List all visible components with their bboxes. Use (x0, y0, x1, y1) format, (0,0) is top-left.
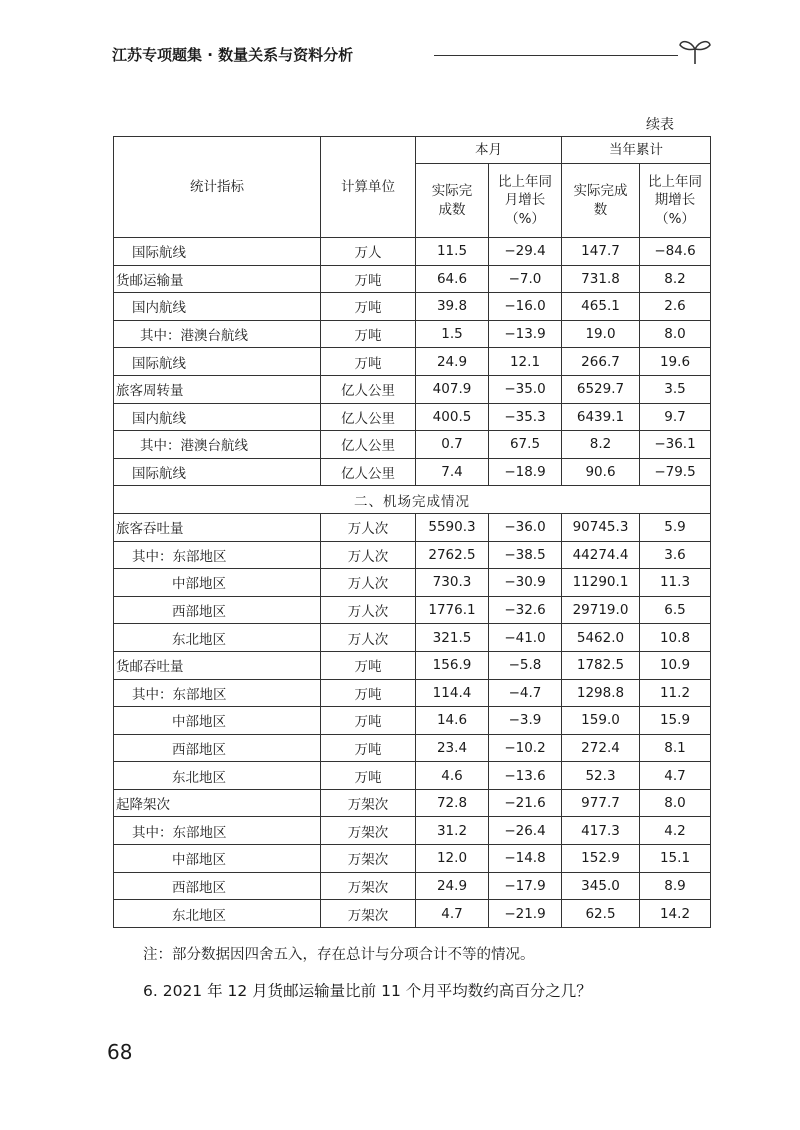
cell-indicator: 货邮运输量 (114, 265, 321, 293)
cell-actual-month: 7.4 (416, 458, 489, 486)
question-text: 6. 2021 年 12 月货邮运输量比前 11 个月平均数约高百分之几？ (143, 982, 592, 1000)
cell-actual-ytd: 52.3 (562, 762, 640, 790)
cell-indicator: 西部地区 (114, 872, 321, 900)
cell-unit: 万人次 (321, 596, 416, 624)
table-row (114, 817, 711, 845)
cell-actual-ytd: 19.0 (562, 320, 640, 348)
cell-growth-ytd: 3.5 (640, 375, 711, 403)
table-row (114, 458, 711, 486)
cell-growth-ytd: 15.1 (640, 845, 711, 873)
cell-unit: 万人次 (321, 624, 416, 652)
sprout-icon (678, 36, 712, 66)
cell-indicator: 西部地区 (114, 734, 321, 762)
cell-growth-ytd: 8.0 (640, 320, 711, 348)
cell-actual-ytd: 11290.1 (562, 569, 640, 597)
cell-indicator: 旅客周转量 (114, 375, 321, 403)
cell-actual-month: 4.7 (416, 900, 489, 928)
cell-actual-ytd: 1782.5 (562, 651, 640, 679)
cell-growth-month: −21.6 (489, 789, 562, 817)
table-row (114, 238, 711, 266)
cell-growth-month: 67.5 (489, 431, 562, 459)
cell-growth-ytd: −84.6 (640, 238, 711, 266)
header-this-month: 本月 (416, 137, 562, 164)
cell-growth-ytd: 4.2 (640, 817, 711, 845)
cell-growth-ytd: 15.9 (640, 707, 711, 735)
cell-indicator: 其中：港澳台航线 (114, 431, 321, 459)
table-row (114, 900, 711, 928)
cell-actual-ytd: 8.2 (562, 431, 640, 459)
cell-unit: 万人次 (321, 513, 416, 541)
table-row (114, 707, 711, 735)
cell-growth-month: −21.9 (489, 900, 562, 928)
cell-actual-month: 114.4 (416, 679, 489, 707)
cell-growth-ytd: 8.1 (640, 734, 711, 762)
cell-indicator: 中部地区 (114, 845, 321, 873)
statistics-table (113, 136, 711, 928)
table-row (114, 403, 711, 431)
cell-growth-month: −41.0 (489, 624, 562, 652)
cell-unit: 万吨 (321, 679, 416, 707)
cell-growth-ytd: 2.6 (640, 293, 711, 321)
cell-growth-month: −7.0 (489, 265, 562, 293)
cell-growth-ytd: 14.2 (640, 900, 711, 928)
cell-growth-ytd: 4.7 (640, 762, 711, 790)
cell-unit: 万架次 (321, 845, 416, 873)
cell-unit: 万架次 (321, 872, 416, 900)
cell-growth-month: −13.6 (489, 762, 562, 790)
table-row (114, 513, 711, 541)
table-row (114, 375, 711, 403)
cell-indicator: 东北地区 (114, 762, 321, 790)
table-row (114, 789, 711, 817)
cell-growth-month: −18.9 (489, 458, 562, 486)
cell-indicator: 起降架次 (114, 789, 321, 817)
cell-growth-ytd: −79.5 (640, 458, 711, 486)
cell-unit: 万吨 (321, 293, 416, 321)
cell-actual-ytd: 272.4 (562, 734, 640, 762)
cell-unit: 亿人公里 (321, 375, 416, 403)
table-row (114, 293, 711, 321)
cell-actual-ytd: 1298.8 (562, 679, 640, 707)
header-indicator: 统计指标 (114, 137, 321, 238)
table-row (114, 734, 711, 762)
table-row (114, 845, 711, 873)
cell-unit: 亿人公里 (321, 458, 416, 486)
running-header (112, 38, 712, 72)
cell-growth-month: −29.4 (489, 238, 562, 266)
cell-actual-month: 24.9 (416, 348, 489, 376)
table-row (114, 431, 711, 459)
table-row (114, 348, 711, 376)
cell-indicator: 国际航线 (114, 238, 321, 266)
table-row (114, 541, 711, 569)
cell-growth-month: 12.1 (489, 348, 562, 376)
cell-indicator: 其中：东部地区 (114, 679, 321, 707)
table-continued-caption: 续表 (646, 117, 674, 133)
cell-actual-month: 1776.1 (416, 596, 489, 624)
header-actual-month: 实际完成数 (416, 164, 489, 238)
table-row (114, 569, 711, 597)
cell-growth-month: −17.9 (489, 872, 562, 900)
cell-growth-ytd: 3.6 (640, 541, 711, 569)
header-growth-month: 比上年同月增长（%） (489, 164, 562, 238)
cell-growth-month: −35.3 (489, 403, 562, 431)
cell-unit: 万吨 (321, 651, 416, 679)
cell-unit: 亿人公里 (321, 403, 416, 431)
cell-actual-month: 11.5 (416, 238, 489, 266)
cell-growth-month: −38.5 (489, 541, 562, 569)
table-footnote: 注：部分数据因四舍五入，存在总计与分项合计不等的情况。 (143, 947, 535, 963)
cell-growth-month: −13.9 (489, 320, 562, 348)
cell-actual-ytd: 6529.7 (562, 375, 640, 403)
cell-actual-month: 5590.3 (416, 513, 489, 541)
cell-actual-ytd: 465.1 (562, 293, 640, 321)
table-row (114, 872, 711, 900)
cell-growth-ytd: 8.2 (640, 265, 711, 293)
cell-growth-ytd: 10.8 (640, 624, 711, 652)
cell-actual-ytd: 44274.4 (562, 541, 640, 569)
cell-indicator: 东北地区 (114, 900, 321, 928)
cell-growth-month: −5.8 (489, 651, 562, 679)
cell-unit: 万吨 (321, 762, 416, 790)
cell-growth-month: −4.7 (489, 679, 562, 707)
cell-growth-ytd: 8.9 (640, 872, 711, 900)
cell-growth-ytd: 8.0 (640, 789, 711, 817)
cell-actual-ytd: 62.5 (562, 900, 640, 928)
cell-unit: 万人次 (321, 569, 416, 597)
table-row (114, 596, 711, 624)
cell-growth-month: −14.8 (489, 845, 562, 873)
cell-growth-month: −32.6 (489, 596, 562, 624)
cell-actual-ytd: 29719.0 (562, 596, 640, 624)
cell-indicator: 国内航线 (114, 403, 321, 431)
cell-indicator: 东北地区 (114, 624, 321, 652)
cell-actual-month: 407.9 (416, 375, 489, 403)
cell-actual-month: 1.5 (416, 320, 489, 348)
cell-growth-ytd: 5.9 (640, 513, 711, 541)
cell-unit: 万人次 (321, 541, 416, 569)
cell-unit: 亿人公里 (321, 431, 416, 459)
cell-growth-month: −16.0 (489, 293, 562, 321)
cell-unit: 万架次 (321, 900, 416, 928)
cell-actual-month: 23.4 (416, 734, 489, 762)
table-row (114, 265, 711, 293)
cell-actual-ytd: 90745.3 (562, 513, 640, 541)
cell-growth-ytd: −36.1 (640, 431, 711, 459)
cell-unit: 万人 (321, 238, 416, 266)
cell-actual-month: 0.7 (416, 431, 489, 459)
cell-actual-month: 39.8 (416, 293, 489, 321)
cell-unit: 万吨 (321, 734, 416, 762)
cell-unit: 万吨 (321, 320, 416, 348)
cell-indicator: 中部地区 (114, 569, 321, 597)
cell-indicator: 西部地区 (114, 596, 321, 624)
cell-indicator: 中部地区 (114, 707, 321, 735)
cell-indicator: 国内航线 (114, 293, 321, 321)
section-airport: 二、机场完成情况 (114, 486, 711, 514)
cell-actual-month: 4.6 (416, 762, 489, 790)
cell-indicator: 其中：港澳台航线 (114, 320, 321, 348)
cell-actual-month: 2762.5 (416, 541, 489, 569)
cell-actual-ytd: 345.0 (562, 872, 640, 900)
cell-growth-ytd: 11.3 (640, 569, 711, 597)
cell-growth-ytd: 11.2 (640, 679, 711, 707)
page-number: 68 (107, 1040, 133, 1064)
table-row (114, 624, 711, 652)
cell-actual-month: 72.8 (416, 789, 489, 817)
header-growth-ytd: 比上年同期增长（%） (640, 164, 711, 238)
table-row (114, 679, 711, 707)
cell-actual-month: 12.0 (416, 845, 489, 873)
cell-actual-ytd: 266.7 (562, 348, 640, 376)
cell-actual-ytd: 147.7 (562, 238, 640, 266)
cell-indicator: 国际航线 (114, 348, 321, 376)
table-row (114, 651, 711, 679)
cell-actual-month: 400.5 (416, 403, 489, 431)
cell-indicator: 其中：东部地区 (114, 541, 321, 569)
cell-indicator: 旅客吞吐量 (114, 513, 321, 541)
cell-growth-month: −3.9 (489, 707, 562, 735)
cell-actual-month: 31.2 (416, 817, 489, 845)
cell-growth-month: −26.4 (489, 817, 562, 845)
header-title: 江苏专项题集 · 数量关系与资料分析 (112, 46, 354, 64)
cell-growth-month: −35.0 (489, 375, 562, 403)
cell-indicator: 国际航线 (114, 458, 321, 486)
header-rule (434, 55, 678, 56)
table-row (114, 320, 711, 348)
cell-actual-ytd: 6439.1 (562, 403, 640, 431)
table-row (114, 762, 711, 790)
header-actual-ytd: 实际完成数 (562, 164, 640, 238)
cell-indicator: 货邮吞吐量 (114, 651, 321, 679)
cell-actual-ytd: 5462.0 (562, 624, 640, 652)
cell-actual-month: 156.9 (416, 651, 489, 679)
cell-unit: 万吨 (321, 707, 416, 735)
cell-actual-month: 24.9 (416, 872, 489, 900)
cell-unit: 万架次 (321, 789, 416, 817)
cell-actual-ytd: 159.0 (562, 707, 640, 735)
cell-actual-ytd: 152.9 (562, 845, 640, 873)
cell-actual-month: 730.3 (416, 569, 489, 597)
cell-actual-ytd: 417.3 (562, 817, 640, 845)
cell-growth-month: −30.9 (489, 569, 562, 597)
cell-growth-ytd: 10.9 (640, 651, 711, 679)
cell-unit: 万架次 (321, 817, 416, 845)
cell-growth-month: −10.2 (489, 734, 562, 762)
cell-unit: 万吨 (321, 348, 416, 376)
cell-unit: 万吨 (321, 265, 416, 293)
cell-actual-ytd: 90.6 (562, 458, 640, 486)
cell-indicator: 其中：东部地区 (114, 817, 321, 845)
cell-actual-month: 321.5 (416, 624, 489, 652)
cell-actual-ytd: 977.7 (562, 789, 640, 817)
cell-growth-ytd: 19.6 (640, 348, 711, 376)
header-year-to-date: 当年累计 (562, 137, 711, 164)
header-unit: 计算单位 (321, 137, 416, 238)
cell-growth-ytd: 6.5 (640, 596, 711, 624)
cell-actual-ytd: 731.8 (562, 265, 640, 293)
cell-actual-month: 64.6 (416, 265, 489, 293)
cell-actual-month: 14.6 (416, 707, 489, 735)
cell-growth-ytd: 9.7 (640, 403, 711, 431)
cell-growth-month: −36.0 (489, 513, 562, 541)
